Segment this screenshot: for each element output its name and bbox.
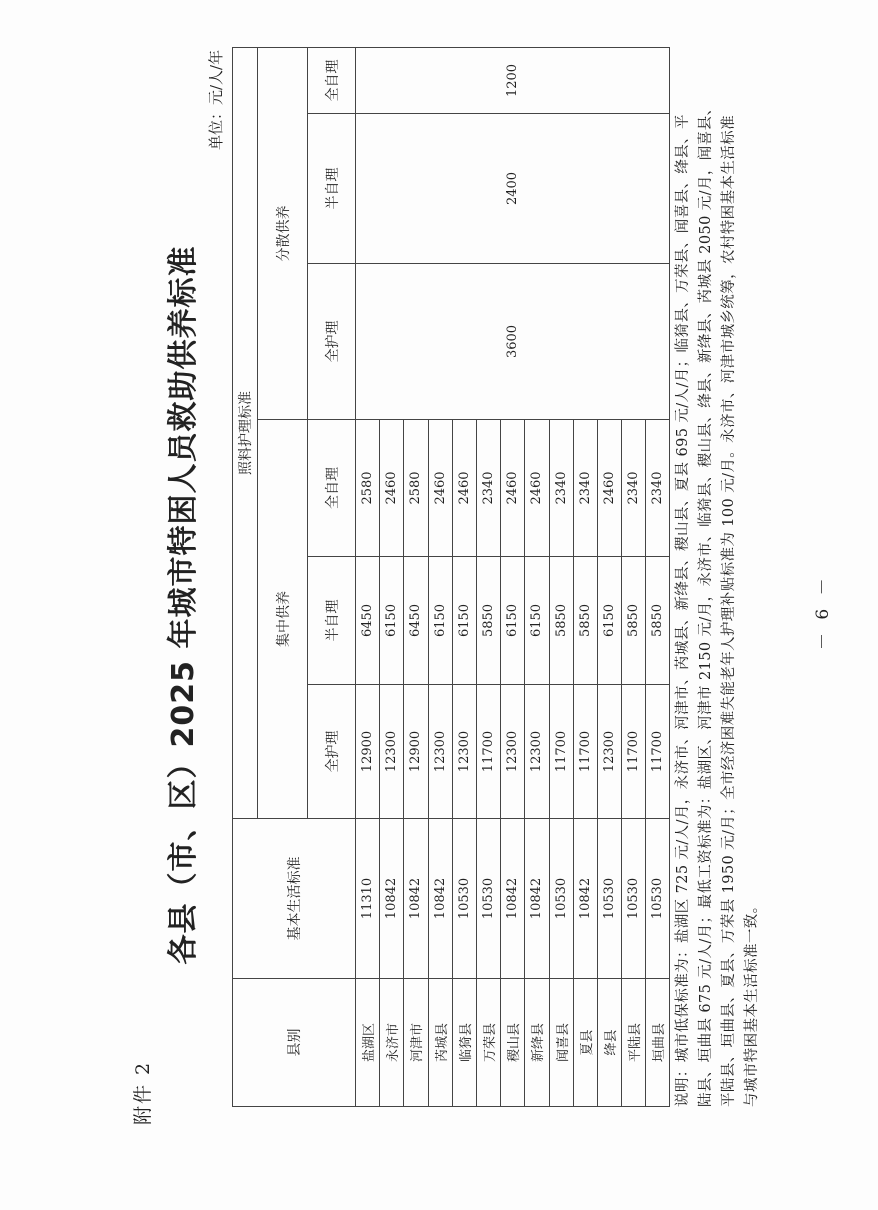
county-cell: 夏县	[573, 979, 597, 1107]
header-d-full-self: 全自理	[308, 48, 356, 114]
centralized-full-care-cell: 12300	[501, 685, 525, 819]
centralized-half-self-cell: 5850	[646, 557, 670, 685]
basic-standard-cell: 10530	[549, 819, 573, 979]
unit-label: 单位：元/人/年	[207, 49, 225, 150]
centralized-full-care-cell: 11700	[622, 685, 646, 819]
header-c-full-self: 全自理	[308, 420, 356, 557]
table-row	[356, 48, 380, 1107]
county-cell: 临猗县	[452, 979, 476, 1107]
centralized-full-self-cell: 2460	[428, 420, 452, 557]
centralized-full-care-cell: 11700	[573, 685, 597, 819]
centralized-full-self-cell: 2340	[573, 420, 597, 557]
header-centralized: 集中供养	[258, 420, 308, 819]
centralized-full-care-cell: 12300	[380, 685, 404, 819]
centralized-full-self-cell: 2580	[404, 420, 428, 557]
centralized-full-self-cell: 2460	[597, 420, 621, 557]
centralized-half-self-cell: 6450	[404, 557, 428, 685]
centralized-full-care-cell: 12300	[428, 685, 452, 819]
basic-standard-cell: 10842	[573, 819, 597, 979]
basic-standard-cell: 10530	[452, 819, 476, 979]
page-title: 各县（市、区）2025 年城市特困人员救助供养标准	[166, 245, 201, 965]
centralized-half-self-cell: 5850	[549, 557, 573, 685]
centralized-full-self-cell: 2460	[525, 420, 549, 557]
centralized-full-self-cell: 2460	[452, 420, 476, 557]
note-line: 说明：城市低保标准为：盐湖区 725 元/人/月，永济市、河津市、芮城县、新绛县、稷山县、夏县 695 元/人/月；临猗县、万荣县、闻喜县、绛县、平	[675, 114, 691, 1107]
county-cell: 万荣县	[476, 979, 500, 1107]
basic-standard-cell: 10842	[428, 819, 452, 979]
centralized-full-self-cell: 2580	[356, 420, 380, 557]
basic-standard-cell: 11310	[356, 819, 380, 979]
dispersed-half-self-cell: 2400	[356, 114, 670, 264]
centralized-full-care-cell: 11700	[549, 685, 573, 819]
basic-standard-cell: 10530	[597, 819, 621, 979]
centralized-full-care-cell: 12900	[356, 685, 380, 819]
centralized-half-self-cell: 6450	[356, 557, 380, 685]
centralized-half-self-cell: 5850	[476, 557, 500, 685]
standards-table	[232, 47, 670, 1107]
county-cell: 闻喜县	[549, 979, 573, 1107]
county-cell: 芮城县	[428, 979, 452, 1107]
county-cell: 永济市	[380, 979, 404, 1107]
page-number: － 6 －	[813, 574, 833, 650]
centralized-full-self-cell: 2460	[380, 420, 404, 557]
centralized-half-self-cell: 6150	[525, 557, 549, 685]
centralized-full-self-cell: 2340	[549, 420, 573, 557]
centralized-half-self-cell: 5850	[573, 557, 597, 685]
attachment-label: 附件 2	[132, 1060, 154, 1125]
county-cell: 平陆县	[622, 979, 646, 1107]
note-line: 与城市特困基本生活标准一致。	[744, 898, 760, 1107]
county-cell: 垣曲县	[646, 979, 670, 1107]
header-c-half-self: 半自理	[308, 557, 356, 685]
header-care: 照料护理标准	[233, 48, 258, 819]
basic-standard-cell: 10842	[404, 819, 428, 979]
explanatory-note	[672, 47, 764, 1107]
header-d-full-care: 全护理	[308, 264, 356, 420]
header-d-half-self: 半自理	[308, 114, 356, 264]
centralized-half-self-cell: 6150	[452, 557, 476, 685]
county-cell: 河津市	[404, 979, 428, 1107]
centralized-full-self-cell: 2340	[646, 420, 670, 557]
centralized-half-self-cell: 5850	[622, 557, 646, 685]
basic-standard-cell: 10842	[380, 819, 404, 979]
county-cell: 绛县	[597, 979, 621, 1107]
header-county: 县别	[233, 979, 356, 1107]
centralized-full-self-cell: 2460	[501, 420, 525, 557]
centralized-full-care-cell: 12300	[452, 685, 476, 819]
county-cell: 稷山县	[501, 979, 525, 1107]
centralized-full-self-cell: 2340	[622, 420, 646, 557]
header-basic: 基本生活标准	[233, 819, 356, 979]
note-line: 陆县、垣曲县 675 元/人/月；最低工资标准为：盐湖区、河津市 2150 元/月，永济市、临猗县、稷山县、绛县、新绛县、芮城县 2050 元/月，闻喜县、	[698, 100, 714, 1107]
dispersed-full-care-cell: 3600	[356, 264, 670, 420]
basic-standard-cell: 10842	[525, 819, 549, 979]
basic-standard-cell: 10530	[476, 819, 500, 979]
centralized-full-care-cell: 12900	[404, 685, 428, 819]
header-c-full-care: 全护理	[308, 685, 356, 819]
header-dispersed: 分散供养	[258, 48, 308, 420]
centralized-half-self-cell: 6150	[428, 557, 452, 685]
centralized-full-care-cell: 12300	[525, 685, 549, 819]
note-line: 平陆县、垣曲县、夏县、万荣县 1950 元/月；全市经济困难失能老年人护理补贴标准为 100 元/月。永济市、河津市城乡统筹，农村特困基本生活标准	[721, 115, 737, 1107]
centralized-half-self-cell: 6150	[501, 557, 525, 685]
basic-standard-cell: 10530	[646, 819, 670, 979]
centralized-full-self-cell: 2340	[476, 420, 500, 557]
centralized-half-self-cell: 6150	[597, 557, 621, 685]
centralized-full-care-cell: 12300	[597, 685, 621, 819]
dispersed-full-self-cell: 1200	[356, 48, 670, 114]
county-cell: 新绛县	[525, 979, 549, 1107]
centralized-full-care-cell: 11700	[646, 685, 670, 819]
county-cell: 盐湖区	[356, 979, 380, 1107]
basic-standard-cell: 10842	[501, 819, 525, 979]
basic-standard-cell: 10530	[622, 819, 646, 979]
centralized-full-care-cell: 11700	[476, 685, 500, 819]
centralized-half-self-cell: 6150	[380, 557, 404, 685]
